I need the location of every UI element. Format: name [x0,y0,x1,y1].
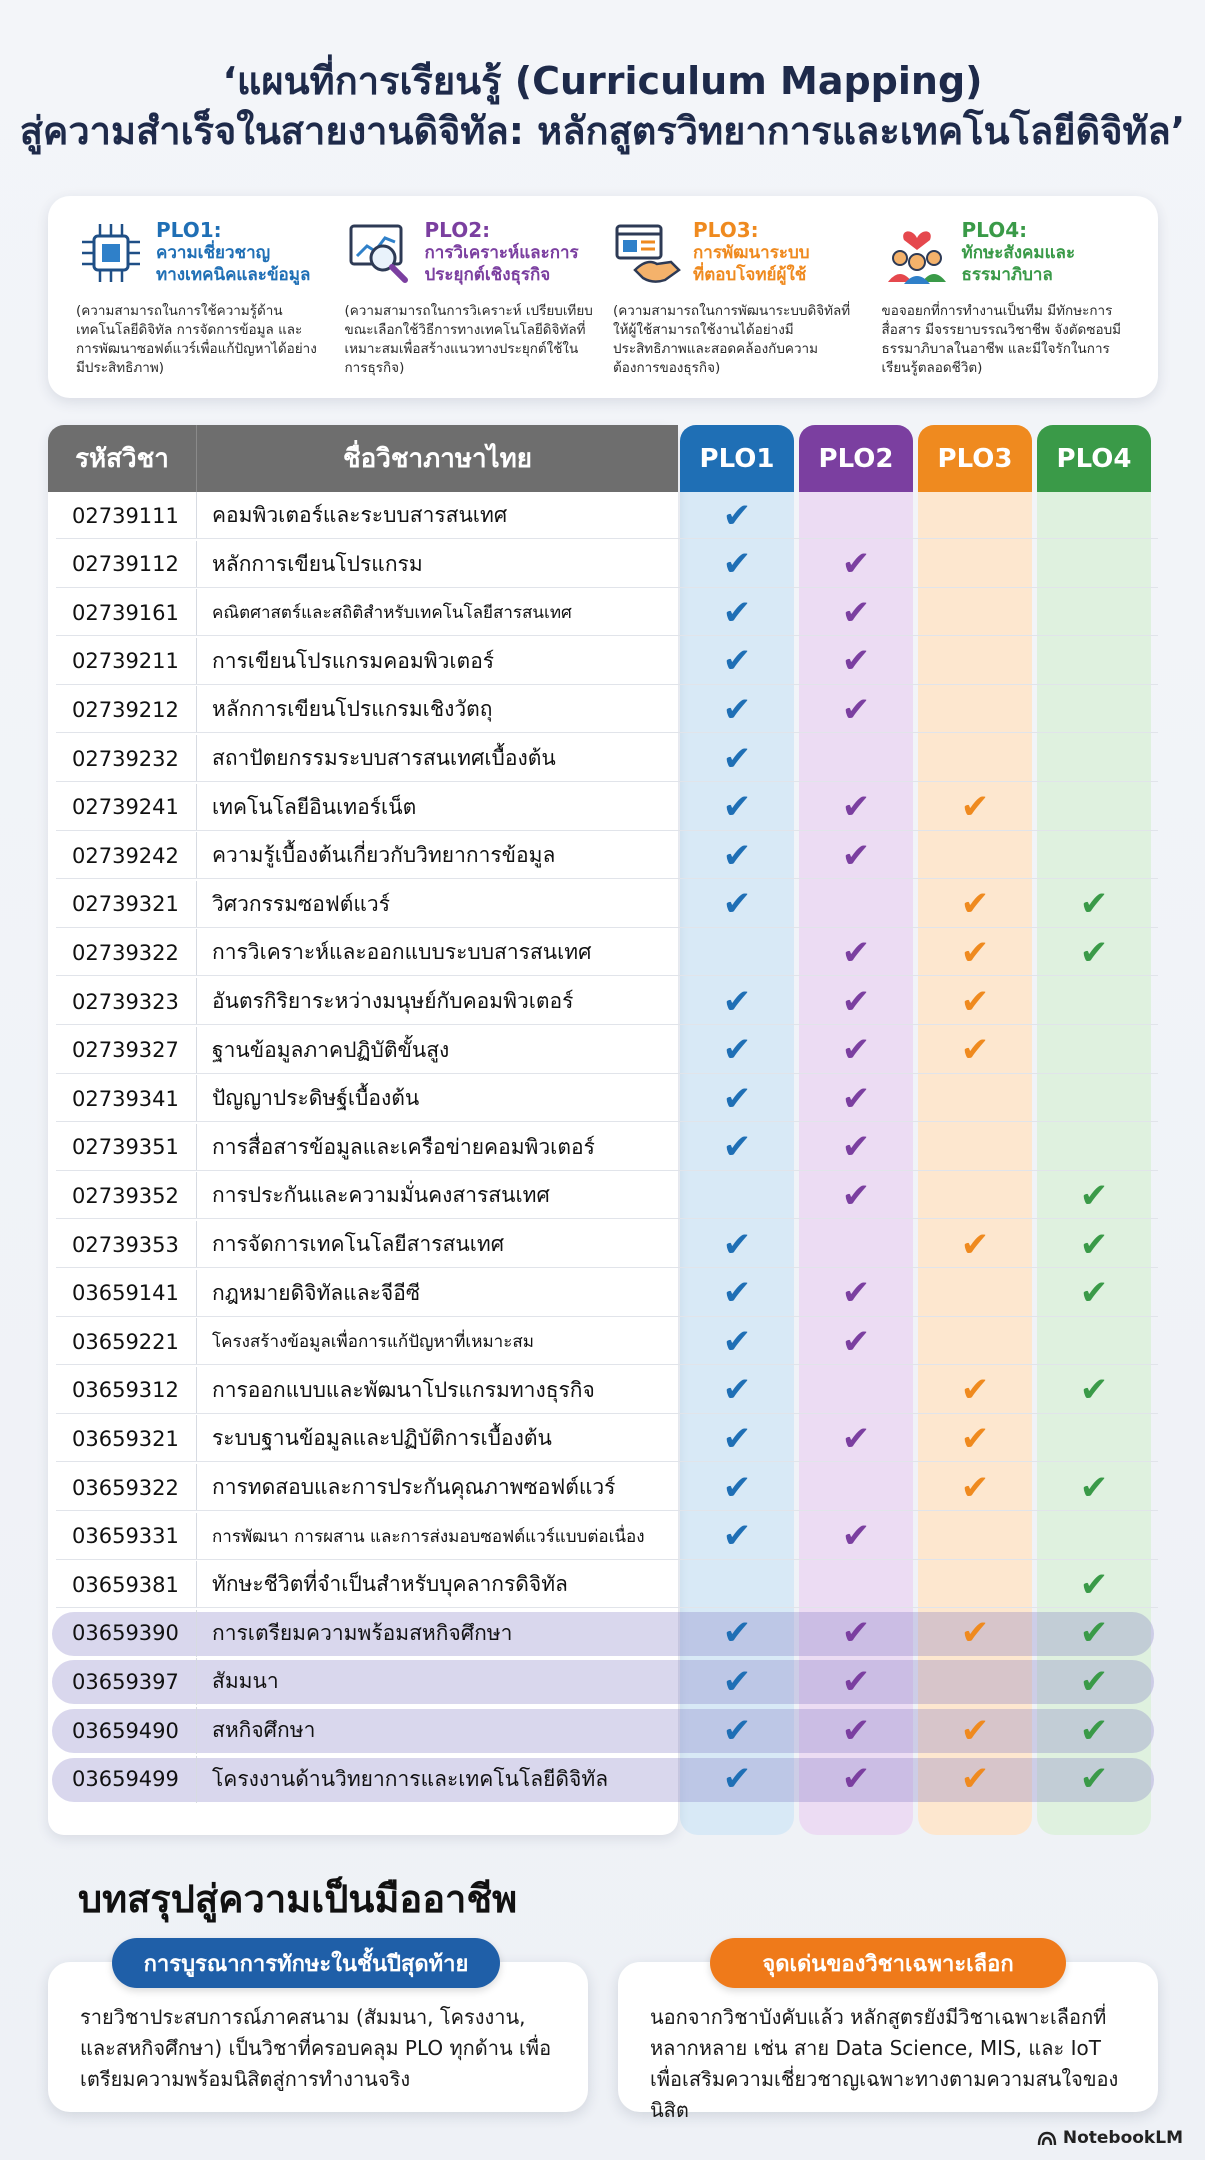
table-row [48,832,1158,879]
table-row [48,1172,1158,1219]
course-code: 03659312 [72,1378,179,1403]
table-row [48,1415,1158,1462]
plo4-check-icon: ✔ [1079,884,1109,925]
plo1-check-icon: ✔ [722,1759,752,1800]
header-plo1: PLO1 [680,425,794,492]
plo4-name-line1: ทักษะสังคมและ [961,243,1076,263]
row-divider [56,1607,1158,1608]
course-code: 02739232 [72,746,179,771]
plo1-card [66,218,335,376]
course-name: กฎหมายดิจิทัลและจีอีซี [212,1280,421,1305]
course-name: โครงสร้างข้อมูลเพื่อการแก้ปัญหาที่เหมาะสม [212,1332,534,1353]
course-name: การจัดการเทคโนโลยีสารสนเทศ [212,1232,505,1256]
plo1-check-icon: ✔ [722,1078,752,1119]
plo4-check-icon: ✔ [1079,1710,1109,1751]
plo1-check-icon: ✔ [722,495,752,536]
plo1-check-icon: ✔ [722,1467,752,1508]
course-code: 03659141 [72,1281,179,1306]
plo1-check-icon: ✔ [722,1516,752,1557]
plo4-code: PLO4: [961,218,1028,242]
table-row [48,1367,1158,1414]
row-divider [56,684,1158,685]
course-name: การวิเคราะห์และออกแบบระบบสารสนเทศ [212,940,592,965]
plo1-check-icon: ✔ [722,1710,752,1751]
summary-right-pill: จุดเด่นของวิชาเฉพาะเลือก [710,1938,1066,1988]
course-name: ความรู้เบื้องต้นเกี่ยวกับวิทยาการข้อมูล [212,843,556,868]
course-code: 03659322 [72,1475,179,1500]
table-row [48,929,1158,976]
course-name: สหกิจศึกษา [212,1718,316,1742]
table-row [48,1707,1158,1754]
course-code: 03659381 [72,1572,179,1597]
plo1-code: PLO1: [156,218,222,242]
plo1-name-line2: ทางเทคนิคและข้อมูล [156,265,311,285]
course-name: หลักการเขียนโปรแกรมเชิงวัตถุ [212,697,493,722]
course-name: วิศวกรรมซอฟต์แวร์ [212,891,391,916]
course-code: 02739321 [72,892,179,917]
plo2-check-icon: ✔ [841,835,871,876]
table-row [48,1658,1158,1705]
table-row [48,541,1158,588]
plo1-description: (ความสามารถในการใช้ความรู้ด้านเทคโนโลยีดิจิทัล การจัดการข้อมูล และการพัฒนาซอฟต์แวร์เพื่อแก้ปัญหาได้อย่างมีประสิทธิภาพ) [76,303,317,376]
plo4-check-icon: ✔ [1079,1564,1109,1605]
plo3-name-line1: การพัฒนาระบบ [693,243,810,263]
course-name: คอมพิวเตอร์และระบบสารสนเทศ [212,503,508,527]
course-name: การพัฒนา การผสาน และการส่งมอบซอฟต์แวร์แบบต่อเนื่อง [212,1526,645,1547]
plo2-check-icon: ✔ [841,592,871,633]
plo2-check-icon: ✔ [841,641,871,682]
plo4-check-icon: ✔ [1079,1224,1109,1265]
header-course-name: ชื่อวิชาภาษาไทย [196,425,678,492]
plo3-check-icon: ✔ [960,884,990,925]
notebooklm-logo-icon [1037,2130,1057,2146]
row-divider [56,1364,1158,1365]
table-row [48,978,1158,1025]
course-name: ระบบฐานข้อมูลและปฏิบัติการเบื้องต้น [212,1426,552,1451]
course-code: 02739161 [72,600,179,625]
row-divider [56,1121,1158,1122]
plo2-check-icon: ✔ [841,981,871,1022]
course-name: คณิตศาสตร์และสถิติสำหรับเทคโนโลยีสารสนเทศ [212,603,572,624]
course-name: ทักษะชีวิตที่จำเป็นสำหรับบุคลากรดิจิทัล [212,1572,568,1597]
row-divider [56,781,1158,782]
plo3-check-icon: ✔ [960,1613,990,1654]
table-row [48,1270,1158,1317]
plo3-check-icon: ✔ [960,981,990,1022]
plo2-check-icon: ✔ [841,1321,871,1362]
course-name: การประกันและความมั่นคงสารสนเทศ [212,1183,550,1208]
plo3-check-icon: ✔ [960,1370,990,1411]
table-row [48,1464,1158,1511]
row-divider [56,732,1158,733]
plo2-check-icon: ✔ [841,1127,871,1168]
table-row [48,1610,1158,1657]
title-line-2: สู่ความสำเร็จในสายงานดิจิทัล: หลักสูตรวิทยาการและเทคโนโลยีดิจิทัล’ [19,109,1186,153]
plo1-check-icon: ✔ [722,544,752,585]
course-code: 03659331 [72,1524,179,1549]
course-name: การออกแบบและพัฒนาโปรแกรมทางธุรกิจ [212,1377,595,1402]
table-row [48,1075,1158,1122]
plo3-name-line2: ที่ตอบโจทย์ผู้ใช้ [693,265,807,285]
row-divider [56,538,1158,539]
course-code: 02739351 [72,1135,179,1160]
plo2-check-icon: ✔ [841,1175,871,1216]
plo1-check-icon: ✔ [722,835,752,876]
plo1-check-icon: ✔ [722,738,752,779]
plo1-name-line1: ความเชี่ยวชาญ [156,243,271,263]
course-name: สถาปัตยกรรมระบบสารสนเทศเบื้องต้น [212,746,556,770]
plo3-check-icon: ✔ [960,1418,990,1459]
chip-icon [76,218,146,288]
summary-title: บทสรุปสู่ความเป็นมืออาชีพ [78,1877,518,1921]
table-row [48,638,1158,685]
plo1-check-icon: ✔ [722,1127,752,1168]
plo4-description: ขอจอยกที่การทำงานเป็นทีม มีทักษะการสื่อสาร มีจรรยาบรรณวิชาชีพ จังตัดซอบมีธรรมาภิบาลในอาชีพ และมีใจรักในการเรียนรู้ตลอดชีวิต) [881,303,1122,376]
plo2-check-icon: ✔ [841,1661,871,1702]
row-divider [56,1170,1158,1171]
footer-brand [1037,2128,1183,2148]
plo3-check-icon: ✔ [960,1467,990,1508]
course-code: 02739353 [72,1232,179,1257]
plo4-check-icon: ✔ [1079,932,1109,973]
course-code: 03659499 [72,1767,179,1792]
team-heart-icon [882,218,952,288]
course-name: หลักการเขียนโปรแกรม [212,551,423,576]
plo3-code: PLO3: [693,218,759,242]
plo1-check-icon: ✔ [722,1661,752,1702]
row-divider [56,587,1158,588]
plo4-check-icon: ✔ [1079,1175,1109,1216]
plo2-check-icon: ✔ [841,1030,871,1071]
course-code: 03659221 [72,1329,179,1354]
plo2-check-icon: ✔ [841,1613,871,1654]
course-code: 03659321 [72,1426,179,1451]
title-line-1: ‘แผนที่การเรียนรู้ (Curriculum Mapping) [222,59,983,103]
course-code: 03659390 [72,1621,179,1646]
table-row [48,1318,1158,1365]
plo4-check-icon: ✔ [1079,1613,1109,1654]
course-name: เทคโนโลยีอินเทอร์เน็ต [212,794,417,819]
header-plo4: PLO4 [1037,425,1151,492]
plo1-check-icon: ✔ [722,689,752,730]
course-code: 02739322 [72,940,179,965]
plo3-description: (ความสามารถในการพัฒนาระบบดิจิทัลที่ให้ผู้ใช้สามารถใช้งานได้อย่างมีประสิทธิภาพและสอดคล้องกับความต้องการของธุรกิจ) [613,303,851,376]
plo2-description: (ความสามารถในการวิเคราะห์ เปรียบเทียบ ขณะเลือกใช้วิธีการทางเทคโนโลยีดิจิทัลที่เหมาะสมเพื่อสร้างแนวทางประยุกต์ใช้ในการธุรกิจ) [344,303,593,376]
plo1-check-icon: ✔ [722,1370,752,1411]
table-row [48,1027,1158,1074]
plo4-check-icon: ✔ [1079,1661,1109,1702]
course-code: 02739341 [72,1086,179,1111]
summary-left-pill: การบูรณาการทักษะในชั้นปีสุดท้าย [112,1938,500,1988]
plo1-check-icon: ✔ [722,641,752,682]
plo2-check-icon: ✔ [841,932,871,973]
course-name: การทดสอบและการประกันคุณภาพซอฟต์แวร์ [212,1475,616,1499]
course-code: 02739241 [72,795,179,820]
header-course-code: รหัสวิชา [48,425,196,492]
table-row [48,492,1158,539]
row-divider [56,635,1158,636]
table-row [48,1513,1158,1560]
plo4-check-icon: ✔ [1079,1467,1109,1508]
course-code: 02739242 [72,843,179,868]
summary-right-text: นอกจากวิชาบังคับแล้ว หลักสูตรยังมีวิชาเฉพาะเลือกที่หลากหลาย เช่น สาย Data Science, MIS, และ IoT เพื่อเสริมความเชี่ยวชาญเฉพาะทางตามความสนใจของนิสิต [650,2005,1119,2122]
course-code: 02739211 [72,649,179,674]
plo2-check-icon: ✔ [841,1759,871,1800]
table-row [48,735,1158,782]
plo1-check-icon: ✔ [722,1030,752,1071]
course-name: การเขียนโปรแกรมคอมพิวเตอร์ [212,648,495,673]
table-row [48,589,1158,636]
chart-magnifier-icon [345,218,415,288]
plo1-check-icon: ✔ [722,981,752,1022]
plo2-check-icon: ✔ [841,1078,871,1119]
plo2-name-line2: ประยุกต์เชิงธุรกิจ [424,265,551,285]
header-plo2: PLO2 [799,425,913,492]
table-row [48,1561,1158,1608]
plo1-check-icon: ✔ [722,1224,752,1265]
plo2-code: PLO2: [424,218,491,242]
plo3-check-icon: ✔ [960,787,990,828]
row-divider [56,1218,1158,1219]
curriculum-mapping-table [48,425,1158,1835]
summary-left-text: รายวิชาประสบการณ์ภาคสนาม (สัมมนา, โครงงาน, และสหกิจศึกษา) เป็นวิชาที่ครอบคลุม PLO ทุกด้าน เพื่อเตรียมความพร้อมนิสิตสู่การทำงานจริง [80,2005,552,2091]
plo1-check-icon: ✔ [722,1273,752,1314]
course-code: 02739323 [72,989,179,1014]
plo4-name-line2: ธรรมาภิบาล [961,265,1053,285]
table-row [48,1221,1158,1268]
course-code: 02739212 [72,697,179,722]
plo2-check-icon: ✔ [841,689,871,730]
plo1-check-icon: ✔ [722,592,752,633]
plo2-card [335,218,604,376]
plo3-check-icon: ✔ [960,1759,990,1800]
course-name: การเตรียมความพร้อมสหกิจศึกษา [212,1620,513,1645]
handshake-icon [613,218,683,288]
plo3-card [603,218,872,376]
table-row [48,881,1158,928]
course-code: 02739327 [72,1038,179,1063]
course-name: การสื่อสารข้อมูลและเครือข่ายคอมพิวเตอร์ [212,1134,595,1159]
plo1-check-icon: ✔ [722,1321,752,1362]
plo3-check-icon: ✔ [960,1224,990,1265]
table-row [48,1124,1158,1171]
plo4-check-icon: ✔ [1079,1370,1109,1411]
plo4-check-icon: ✔ [1079,1759,1109,1800]
plo1-check-icon: ✔ [722,787,752,828]
course-name: โครงงานด้านวิทยาการและเทคโนโลยีดิจิทัล [212,1766,609,1791]
course-code: 02739112 [72,552,179,577]
course-code: 02739352 [72,1183,179,1208]
page-title [0,56,1205,156]
table-row [48,1756,1158,1803]
plo3-check-icon: ✔ [960,1030,990,1071]
plo-definitions-panel [48,196,1158,398]
plo2-check-icon: ✔ [841,1710,871,1751]
plo1-check-icon: ✔ [722,1418,752,1459]
plo1-check-icon: ✔ [722,1613,752,1654]
plo4-check-icon: ✔ [1079,1273,1109,1314]
plo4-card [872,218,1141,376]
course-code: 03659490 [72,1718,179,1743]
course-name: ปัญญาประดิษฐ์เบื้องต้น [212,1086,420,1111]
course-code: 03659397 [72,1669,179,1694]
plo2-check-icon: ✔ [841,1273,871,1314]
footer-brand-text: NotebookLM [1062,2128,1183,2148]
table-row [48,686,1158,733]
plo3-check-icon: ✔ [960,1710,990,1751]
plo2-check-icon: ✔ [841,544,871,585]
row-divider [56,1559,1158,1560]
header-plo3: PLO3 [918,425,1032,492]
plo2-check-icon: ✔ [841,1516,871,1557]
row-divider [56,1316,1158,1317]
plo2-name-line1: การวิเคราะห์และการ [424,243,579,263]
course-name: ฐานข้อมูลภาคปฏิบัติขั้นสูง [212,1037,450,1062]
course-name: อันตรกิริยาระหว่างมนุษย์กับคอมพิวเตอร์ [212,989,574,1013]
plo3-check-icon: ✔ [960,932,990,973]
plo2-check-icon: ✔ [841,1418,871,1459]
course-code: 02739111 [72,503,179,528]
plo2-check-icon: ✔ [841,787,871,828]
course-name: สัมมนา [212,1669,279,1694]
row-divider [56,878,1158,879]
table-row [48,784,1158,831]
plo1-check-icon: ✔ [722,884,752,925]
